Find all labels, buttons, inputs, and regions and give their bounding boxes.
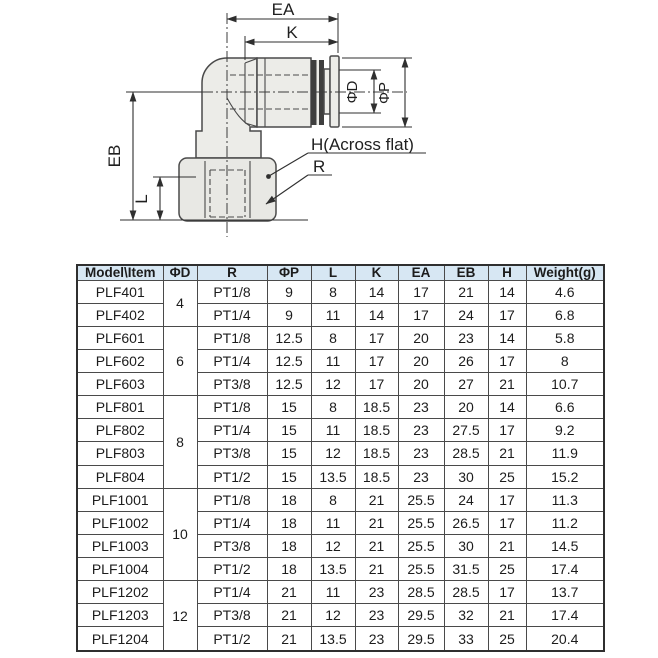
cell-model: PLF401 xyxy=(77,280,163,303)
table-row xyxy=(77,604,604,627)
table-row xyxy=(77,465,604,488)
cell-value: 9 xyxy=(267,303,311,326)
cell-value: 17 xyxy=(488,349,526,372)
cell-value: 9 xyxy=(267,280,311,303)
cell-value: 25.5 xyxy=(398,558,444,581)
cell-value: 15 xyxy=(267,396,311,419)
cell-value: 11.3 xyxy=(526,488,604,511)
cell-value: 17 xyxy=(355,326,398,349)
cell-value: 17 xyxy=(488,303,526,326)
cell-model: PLF602 xyxy=(77,349,163,372)
cell-value: 12.5 xyxy=(267,349,311,372)
cell-value: PT3/8 xyxy=(197,604,267,627)
cell-value: 21 xyxy=(355,558,398,581)
cell-value: 29.5 xyxy=(398,627,444,651)
col-header-2: R xyxy=(197,265,267,280)
cell-value: 17 xyxy=(488,511,526,534)
cell-value: PT1/2 xyxy=(197,465,267,488)
table-row xyxy=(77,627,604,651)
cell-phi-d-group: 4 xyxy=(163,280,197,326)
cell-value: 24 xyxy=(444,488,488,511)
cell-value: PT1/8 xyxy=(197,280,267,303)
cell-value: 18.5 xyxy=(355,396,398,419)
cell-model: PLF803 xyxy=(77,442,163,465)
cell-value: 11 xyxy=(311,511,355,534)
cell-value: 21 xyxy=(267,604,311,627)
col-header-4: L xyxy=(311,265,355,280)
cell-value: PT3/8 xyxy=(197,373,267,396)
cell-value: 8 xyxy=(311,280,355,303)
col-header-8: H xyxy=(488,265,526,280)
cell-value: 21 xyxy=(488,604,526,627)
elbow-body xyxy=(196,58,261,158)
cell-value: 20 xyxy=(398,326,444,349)
cell-value: 21 xyxy=(488,534,526,557)
cell-model: PLF402 xyxy=(77,303,163,326)
cell-value: PT1/8 xyxy=(197,396,267,419)
cell-value: 30 xyxy=(444,465,488,488)
cell-value: 14 xyxy=(355,280,398,303)
cell-value: 8 xyxy=(311,326,355,349)
cell-value: 11 xyxy=(311,419,355,442)
cell-value: 17 xyxy=(398,303,444,326)
cell-value: 25 xyxy=(488,558,526,581)
cell-value: 17 xyxy=(355,349,398,372)
cell-value: PT1/4 xyxy=(197,303,267,326)
dimension-table-container xyxy=(76,264,605,652)
dimension-table xyxy=(76,264,605,652)
cell-value: 12 xyxy=(311,534,355,557)
cell-value: 17 xyxy=(488,488,526,511)
dim-label-eb: EB xyxy=(105,144,124,168)
dimension-ea xyxy=(227,0,338,53)
cell-value: 11.9 xyxy=(526,442,604,465)
cell-value: 26 xyxy=(444,349,488,372)
cell-value: 11 xyxy=(311,581,355,604)
cell-value: 28.5 xyxy=(444,442,488,465)
cell-model: PLF802 xyxy=(77,419,163,442)
label-h-across-flat: H(Across flat) xyxy=(311,135,414,154)
cell-value: 15 xyxy=(267,419,311,442)
cell-value: 20 xyxy=(398,349,444,372)
cell-value: 18.5 xyxy=(355,419,398,442)
cell-value: 14 xyxy=(488,280,526,303)
cell-value: 12.5 xyxy=(267,373,311,396)
cell-value: 25 xyxy=(488,627,526,651)
cell-value: 13.5 xyxy=(311,627,355,651)
dim-label-k: K xyxy=(286,23,298,42)
cell-value: 12 xyxy=(311,442,355,465)
cell-value: 25.5 xyxy=(398,534,444,557)
cell-value: 14 xyxy=(488,396,526,419)
cell-model: PLF1202 xyxy=(77,581,163,604)
cell-value: 23 xyxy=(355,604,398,627)
table-row xyxy=(77,349,604,372)
cell-value: 12 xyxy=(311,604,355,627)
col-header-1: ΦD xyxy=(163,265,197,280)
cell-value: 29.5 xyxy=(398,604,444,627)
cell-value: 17 xyxy=(488,419,526,442)
cell-value: PT1/4 xyxy=(197,419,267,442)
cell-value: 5.8 xyxy=(526,326,604,349)
dim-label-phi-d: ΦD xyxy=(344,80,361,104)
cell-value: PT3/8 xyxy=(197,442,267,465)
cell-value: 6.8 xyxy=(526,303,604,326)
cell-value: 18 xyxy=(267,488,311,511)
cell-value: PT1/2 xyxy=(197,627,267,651)
cell-phi-d-group: 8 xyxy=(163,396,197,489)
table-row xyxy=(77,442,604,465)
cell-value: PT1/4 xyxy=(197,581,267,604)
cell-value: 25.5 xyxy=(398,511,444,534)
cell-value: 18 xyxy=(267,558,311,581)
cell-value: 21 xyxy=(488,442,526,465)
cell-value: 8 xyxy=(311,488,355,511)
dim-label-phi-p: ΦP xyxy=(376,82,393,104)
cell-model: PLF1204 xyxy=(77,627,163,651)
cell-value: 4.6 xyxy=(526,280,604,303)
dim-label-l: L xyxy=(132,194,151,204)
cell-value: 10.7 xyxy=(526,373,604,396)
fitting-dimension-diagram xyxy=(0,0,658,258)
cell-value: 17 xyxy=(488,581,526,604)
cell-value: PT1/8 xyxy=(197,326,267,349)
table-row xyxy=(77,419,604,442)
cell-model: PLF1004 xyxy=(77,558,163,581)
cell-value: 23 xyxy=(355,581,398,604)
cell-value: 21 xyxy=(355,488,398,511)
cell-phi-d-group: 12 xyxy=(163,581,197,651)
cell-value: 14.5 xyxy=(526,534,604,557)
leader-dot xyxy=(266,174,271,179)
cell-model: PLF1001 xyxy=(77,488,163,511)
table-row xyxy=(77,303,604,326)
cell-value: 23 xyxy=(398,396,444,419)
cell-model: PLF1203 xyxy=(77,604,163,627)
cell-value: 18.5 xyxy=(355,442,398,465)
cell-value: 11.2 xyxy=(526,511,604,534)
table-row xyxy=(77,373,604,396)
cell-value: PT3/8 xyxy=(197,534,267,557)
cell-value: 28.5 xyxy=(398,581,444,604)
table-row xyxy=(77,396,604,419)
table-row xyxy=(77,511,604,534)
cell-value: 21 xyxy=(488,373,526,396)
cell-value: 32 xyxy=(444,604,488,627)
cell-value: 25.5 xyxy=(398,488,444,511)
table-row xyxy=(77,534,604,557)
col-header-3: ΦP xyxy=(267,265,311,280)
cell-phi-d-group: 6 xyxy=(163,326,197,395)
cell-value: PT1/2 xyxy=(197,558,267,581)
col-header-7: EB xyxy=(444,265,488,280)
cell-value: 21 xyxy=(444,280,488,303)
cell-value: 6.6 xyxy=(526,396,604,419)
cell-value: 11 xyxy=(311,303,355,326)
cell-value: 30 xyxy=(444,534,488,557)
cell-value: 18 xyxy=(267,511,311,534)
cell-model: PLF1002 xyxy=(77,511,163,534)
cell-value: 18.5 xyxy=(355,465,398,488)
cell-value: 26.5 xyxy=(444,511,488,534)
cell-model: PLF1003 xyxy=(77,534,163,557)
cell-value: 25 xyxy=(488,465,526,488)
table-header xyxy=(77,265,604,280)
cell-value: PT1/4 xyxy=(197,511,267,534)
cell-phi-d-group: 10 xyxy=(163,488,197,581)
cell-value: 21 xyxy=(267,627,311,651)
cell-value: 20 xyxy=(398,373,444,396)
cell-value: 28.5 xyxy=(444,581,488,604)
cell-value: 15.2 xyxy=(526,465,604,488)
cell-value: 13.7 xyxy=(526,581,604,604)
cell-value: 27 xyxy=(444,373,488,396)
cell-value: 9.2 xyxy=(526,419,604,442)
cell-model: PLF603 xyxy=(77,373,163,396)
cell-value: 23 xyxy=(355,627,398,651)
col-header-9: Weight(g) xyxy=(526,265,604,280)
dim-label-ea: EA xyxy=(271,0,295,19)
cell-value: 33 xyxy=(444,627,488,651)
cell-value: 15 xyxy=(267,465,311,488)
cell-value: PT1/4 xyxy=(197,349,267,372)
cell-value: 21 xyxy=(355,511,398,534)
cell-value: PT1/8 xyxy=(197,488,267,511)
cell-value: 31.5 xyxy=(444,558,488,581)
cell-value: 21 xyxy=(267,581,311,604)
cell-value: 8 xyxy=(526,349,604,372)
table-row xyxy=(77,488,604,511)
cell-value: 17 xyxy=(355,373,398,396)
cell-model: PLF601 xyxy=(77,326,163,349)
cell-value: 12.5 xyxy=(267,326,311,349)
cell-value: 8 xyxy=(311,396,355,419)
cell-value: 14 xyxy=(488,326,526,349)
cell-value: 17 xyxy=(398,280,444,303)
cell-value: 12 xyxy=(311,373,355,396)
cell-value: 11 xyxy=(311,349,355,372)
col-header-0: Model\Item xyxy=(77,265,163,280)
cell-value: 18 xyxy=(267,534,311,557)
cell-value: 17.4 xyxy=(526,558,604,581)
cell-value: 14 xyxy=(355,303,398,326)
cell-value: 23 xyxy=(398,465,444,488)
cell-value: 21 xyxy=(355,534,398,557)
table-row xyxy=(77,581,604,604)
cell-value: 23 xyxy=(398,442,444,465)
dimension-k xyxy=(245,23,338,60)
cell-value: 23 xyxy=(398,419,444,442)
cell-value: 20.4 xyxy=(526,627,604,651)
cell-value: 20 xyxy=(444,396,488,419)
table-row xyxy=(77,280,604,303)
cell-value: 13.5 xyxy=(311,558,355,581)
table-row xyxy=(77,326,604,349)
col-header-6: EA xyxy=(398,265,444,280)
cell-value: 17.4 xyxy=(526,604,604,627)
table-row xyxy=(77,558,604,581)
cell-value: 24 xyxy=(444,303,488,326)
cell-value: 27.5 xyxy=(444,419,488,442)
leader-h-across-flat xyxy=(266,135,426,179)
col-header-5: K xyxy=(355,265,398,280)
cell-value: 13.5 xyxy=(311,465,355,488)
cell-model: PLF801 xyxy=(77,396,163,419)
label-r: R xyxy=(313,157,326,176)
cell-model: PLF804 xyxy=(77,465,163,488)
table-body xyxy=(77,280,604,651)
cell-value: 15 xyxy=(267,442,311,465)
cell-value: 23 xyxy=(444,326,488,349)
